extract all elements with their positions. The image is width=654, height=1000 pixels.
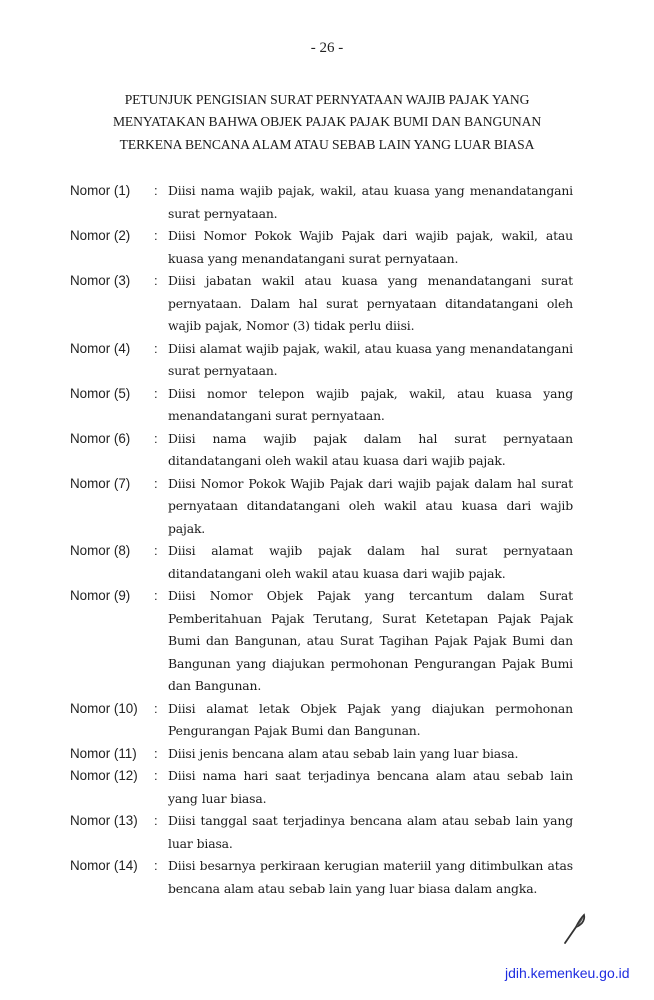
instruction-item xyxy=(70,855,573,900)
document-title xyxy=(60,89,594,156)
item-separator: : xyxy=(154,858,158,873)
item-separator: : xyxy=(154,543,158,558)
instruction-item xyxy=(70,585,573,698)
item-label: Nomor (12) xyxy=(70,768,138,783)
title-line: MENYATAKAN BAHWA OBJEK PAJAK PAJAK BUMI DAN BANGUNAN xyxy=(112,114,542,130)
instruction-item xyxy=(70,338,573,383)
item-separator: : xyxy=(154,273,158,288)
item-text: Diisi jabatan wakil atau kuasa yang menandatangani surat pernyataan. Dalam hal surat pernyataan ditandatangani oleh wajib pajak, Nomor (3) tidak perlu diisi. xyxy=(168,273,573,333)
item-label: Nomor (4) xyxy=(70,340,131,356)
item-text: Diisi nama wajib pajak, wakil, atau kuasa yang menandatangani surat pernyataan. xyxy=(168,183,573,221)
item-label: Nomor (1) xyxy=(70,183,131,198)
item-label: Nomor (11) xyxy=(70,745,137,761)
instruction-item xyxy=(70,428,573,473)
item-separator: : xyxy=(154,430,158,446)
instruction-item xyxy=(70,540,573,585)
title-line: TERKENA BENCANA ALAM ATAU SEBAB LAIN YANG LUAR BIASA xyxy=(119,136,535,152)
item-separator: : xyxy=(154,700,158,716)
instruction-item xyxy=(70,743,573,766)
paraf-signature-icon xyxy=(562,913,588,945)
item-label: Nomor (5) xyxy=(70,385,131,401)
jdih-website-link[interactable]: jdih.kemenkeu.go.id xyxy=(505,965,630,981)
item-separator: : xyxy=(154,385,158,401)
item-separator: : xyxy=(154,228,158,243)
item-text: Diisi alamat letak Objek Pajak yang diajukan permohonan Pengurangan Pajak Bumi dan Bangunan. xyxy=(168,700,573,738)
item-text: Diisi alamat wajib pajak, wakil, atau kuasa yang menandatangani surat pernyataan. xyxy=(168,340,573,378)
instruction-item xyxy=(70,383,573,428)
item-separator: : xyxy=(154,183,158,198)
title-line: PETUNJUK PENGISIAN SURAT PERNYATAAN WAJIB PAJAK YANG xyxy=(124,92,530,107)
item-text: Diisi jenis bencana alam atau sebab lain yang luar biasa. xyxy=(168,745,519,761)
item-separator: : xyxy=(154,745,158,761)
item-label: Nomor (2) xyxy=(70,228,131,243)
item-separator: : xyxy=(154,768,158,783)
instruction-item xyxy=(70,698,573,743)
item-label: Nomor (14) xyxy=(70,858,138,873)
item-label: Nomor (8) xyxy=(70,543,131,558)
item-text: Diisi nama hari saat terjadinya bencana alam atau sebab lain yang luar biasa. xyxy=(168,768,573,806)
item-text: Diisi nama wajib pajak dalam hal surat pernyataan ditandatangani oleh wakil atau kuasa dari wajib pajak. xyxy=(168,430,573,468)
item-separator: : xyxy=(154,588,158,603)
item-label: Nomor (10) xyxy=(70,700,138,716)
item-text: Diisi Nomor Pokok Wajib Pajak dari wajib pajak, wakil, atau kuasa yang menandatangani surat pernyataan. xyxy=(168,228,573,266)
instruction-item xyxy=(70,270,573,338)
item-label: Nomor (13) xyxy=(70,813,138,828)
instruction-list xyxy=(70,180,573,900)
page-number: - 26 - xyxy=(310,40,344,56)
item-text: Diisi Nomor Objek Pajak yang tercantum dalam Surat Pemberitahuan Pajak Terutang, Surat Ketetapan Pajak Pajak Bumi dan Bangunan, atau Surat Tagihan Pajak Pajak Bumi dan Bangunan yang diajukan permohonan Pengurangan Pajak Bumi dan Bangunan. xyxy=(168,588,573,693)
item-text: Diisi nomor telepon wajib pajak, wakil, atau kuasa yang menandatangani surat pernyataan. xyxy=(168,385,573,423)
item-separator: : xyxy=(154,475,158,491)
instruction-item xyxy=(70,765,573,810)
instruction-item xyxy=(70,225,573,270)
instruction-item xyxy=(70,810,573,855)
item-text: Diisi besarnya perkiraan kerugian materiil yang ditimbulkan atas bencana alam atau sebab lain yang luar biasa dalam angka. xyxy=(168,858,573,896)
instruction-item xyxy=(70,473,573,541)
item-separator: : xyxy=(154,340,158,356)
item-text: Diisi tanggal saat terjadinya bencana alam atau sebab lain yang luar biasa. xyxy=(168,813,573,851)
item-text: Diisi alamat wajib pajak dalam hal surat pernyataan ditandatangani oleh wakil atau kuasa dari wajib pajak. xyxy=(168,543,573,581)
item-label: Nomor (6) xyxy=(70,430,131,446)
item-label: Nomor (7) xyxy=(70,475,131,491)
item-text: Diisi Nomor Pokok Wajib Pajak dari wajib pajak dalam hal surat pernyataan ditandatangani oleh wakil atau kuasa dari wajib pajak. xyxy=(168,475,573,536)
item-label: Nomor (9) xyxy=(70,588,131,603)
item-separator: : xyxy=(154,813,158,828)
instruction-item xyxy=(70,180,573,225)
item-label: Nomor (3) xyxy=(70,273,131,288)
